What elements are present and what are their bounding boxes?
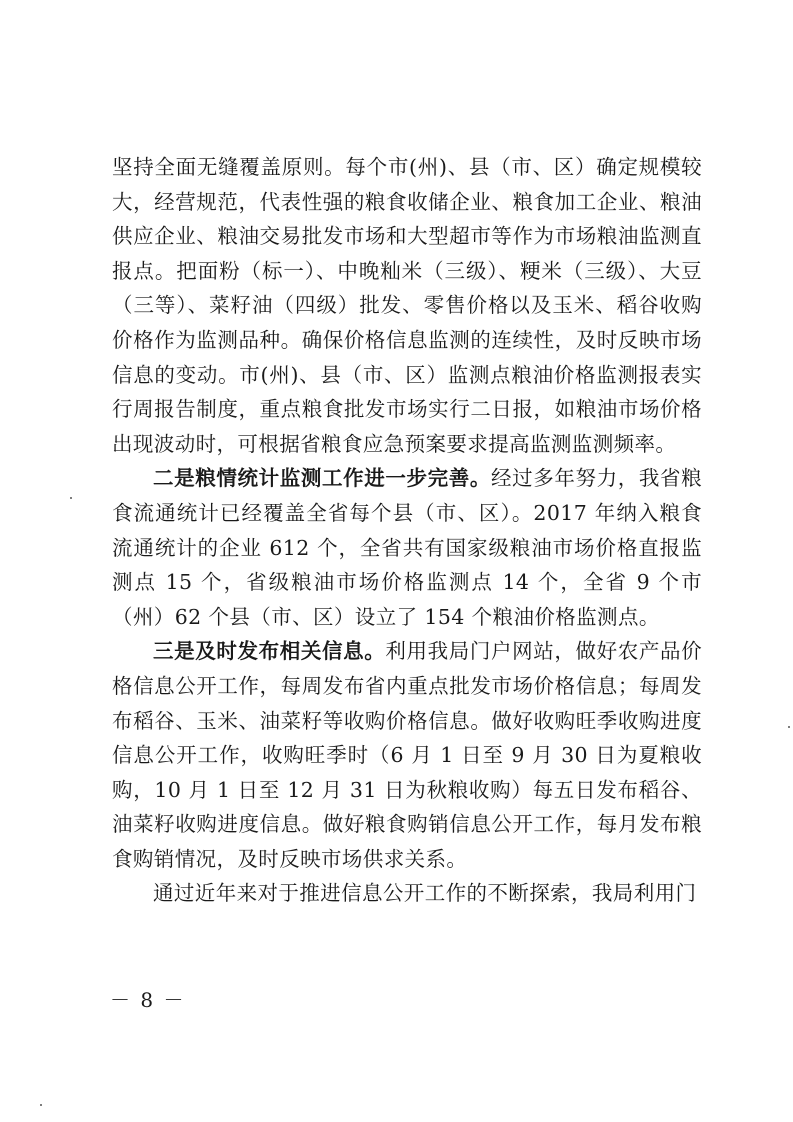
scan-speck xyxy=(788,726,790,728)
paragraph-2 xyxy=(112,461,702,634)
paragraph-3-lead: 三是及时发布相关信息。 xyxy=(153,639,386,664)
paragraph-2-text: 经过多年努力，我省粮食流通统计已经覆盖全省每个县（市、区）。2017 年纳入粮食流通统计的企业 612 个，全省共有国家级粮油市场价格直报监测点 15 个，省级粮油市场价格监测点 14 个，全省 9 个市（州）62 个县（市、区）设立了 154 个粮油价格监测点。 xyxy=(112,466,702,629)
paragraph-3-text: 利用我局门户网站，做好农产品价格信息公开工作，每周发布省内重点批发市场价格信息；每周发布稻谷、玉米、油菜籽等收购价格信息。做好收购旺季收购进度信息公开工作，收购旺季时（6 月 1 日至 9 月 30 日为夏粮收购，10 月 1 日至 12 月 31 日为秋粮收购）每五日发布稻谷、油菜籽收购进度信息。做好粮食购销信息公开工作，每月发布粮食购销情况，及时反映市场供求关系。 xyxy=(112,639,703,871)
paragraph-1-text: 坚持全面无缝覆盖原则。每个市(州)、县（市、区）确定规模较大，经营规范，代表性强的粮食收储企业、粮食加工企业、粮油供应企业、粮油交易批发市场和大型超市等作为市场粮油监测直报点。把面粉（标一）、中晚籼米（三级）、粳米（三级）、大豆（三等）、菜籽油（四级）批发、零售价格以及玉米、稻谷收购价格作为监测品种。确保价格信息监测的连续性，及时反映市场信息的变动。市(州)、县（市、区）监测点粮油价格监测报表实行周报告制度，重点粮食批发市场实行二日报，如粮油市场价格出现波动时，可根据省粮食应急预案要求提高监测监测频率。 xyxy=(112,155,702,456)
scan-speck xyxy=(70,497,72,499)
paragraph-2-lead: 二是粮情统计监测工作进一步完善。 xyxy=(153,466,491,491)
scan-speck xyxy=(40,1104,42,1106)
page-number: － 8 － xyxy=(110,988,186,1012)
paragraph-3 xyxy=(112,634,702,876)
paragraph-4-text: 通过近年来对于推进信息公开工作的不断探索，我局利用门 xyxy=(153,881,697,906)
paragraph-1 xyxy=(112,150,702,461)
body-text xyxy=(112,150,702,911)
paragraph-4 xyxy=(112,876,702,911)
